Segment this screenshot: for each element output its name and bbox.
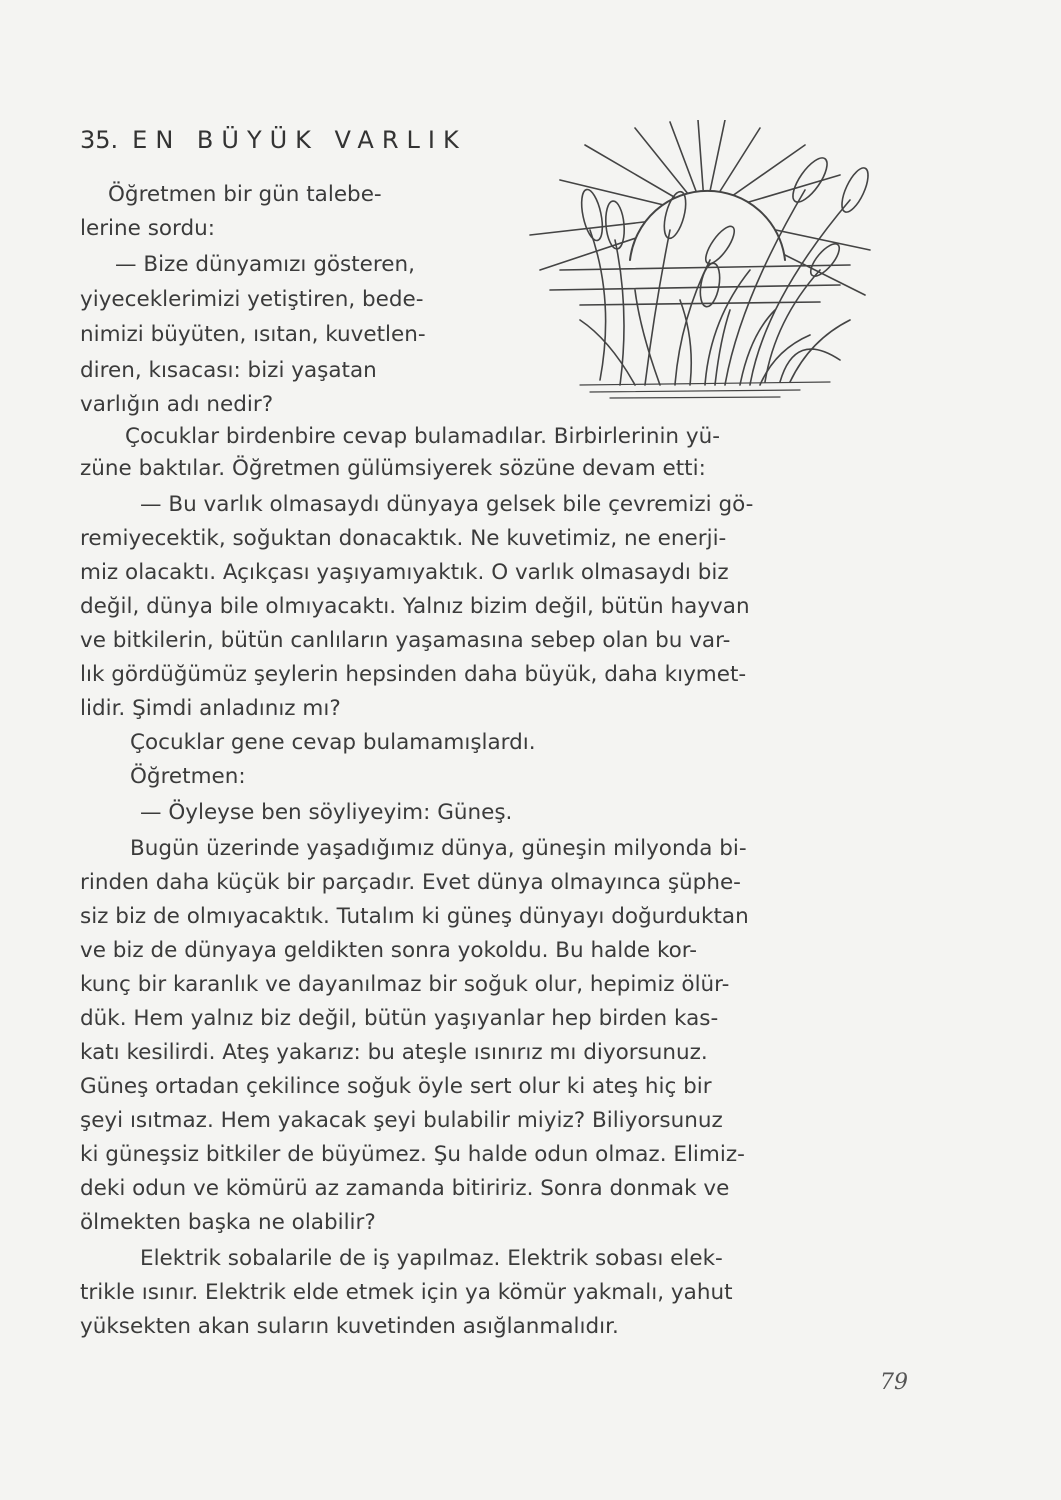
text-line: — Öyleyse ben söyliyeyim: Güneş. <box>140 800 513 825</box>
sun-wheat-illustration-icon <box>520 120 880 410</box>
text-line: Güneş ortadan çekilince soğuk öyle sert olur ki ateş hiç bir <box>80 1074 712 1099</box>
chapter-title <box>80 126 467 154</box>
chapter-title-text: EN BÜYÜK VARLIK <box>132 126 467 154</box>
text-line: değil, dünya bile olmıyacaktı. Yalnız bizim değil, bütün hayvan <box>80 594 750 619</box>
text-line: siz biz de olmıyacaktık. Tutalım ki güneş dünyayı doğurduktan <box>80 904 749 929</box>
text-line: rinden daha küçük bir parçadır. Evet dünya olmayınca şüphe- <box>80 870 741 895</box>
text-line: ölmekten başka ne olabilir? <box>80 1210 376 1235</box>
text-line: Çocuklar gene cevap bulamamışlardı. <box>130 730 536 755</box>
text-line: deki odun ve kömürü az zamanda bitiririz. Sonra donmak ve <box>80 1176 730 1201</box>
text-line: Bugün üzerinde yaşadığımız dünya, güneşin milyonda bi- <box>130 836 747 861</box>
text-line: — Bu varlık olmasaydı dünyaya gelsek bile çevremizi gö- <box>140 492 754 517</box>
text-line: ki güneşsiz bitkiler de büyümez. Şu halde odun olmaz. Elimiz- <box>80 1142 745 1167</box>
text-line: ve bitkilerin, bütün canlıların yaşamasına sebep olan bu var- <box>80 628 731 653</box>
text-line: Öğretmen bir gün talebe- <box>108 182 382 207</box>
text-line: varlığın adı nedir? <box>80 392 274 417</box>
text-line: lerine sordu: <box>80 216 216 241</box>
text-line: kunç bir karanlık ve dayanılmaz bir soğuk olur, hepimiz ölür- <box>80 972 730 997</box>
text-line: — Bize dünyamızı gösteren, <box>115 252 415 277</box>
chapter-number: 35. <box>80 126 119 154</box>
text-line: katı kesilirdi. Ateş yakarız: bu ateşle ısınırız mı diyorsunuz. <box>80 1040 708 1065</box>
text-line: ve biz de dünyaya geldikten sonra yokoldu. Bu halde kor- <box>80 938 698 963</box>
text-line: Çocuklar birdenbire cevap bulamadılar. Birbirlerinin yü- <box>125 424 720 449</box>
text-line: Öğretmen: <box>130 764 246 789</box>
text-line: diren, kısacası: bizi yaşatan <box>80 358 377 383</box>
text-line: lık gördüğümüz şeylerin hepsinden daha büyük, daha kıymet- <box>80 662 747 687</box>
text-line: nimizi büyüten, ısıtan, kuvetlen- <box>80 322 426 347</box>
text-line: dük. Hem yalnız biz değil, bütün yaşıyanlar hep birden kas- <box>80 1006 719 1031</box>
text-line: Elektrik sobalarile de iş yapılmaz. Elektrik sobası elek- <box>140 1246 723 1271</box>
text-line: şeyi ısıtmaz. Hem yakacak şeyi bulabilir miyiz? Biliyorsunuz <box>80 1108 723 1133</box>
text-line: yiyeceklerimizi yetiştiren, bede- <box>80 287 424 312</box>
page-number: 79 <box>880 1370 908 1395</box>
text-line: lidir. Şimdi anladınız mı? <box>80 696 341 721</box>
text-line: yüksekten akan suların kuvetinden asığlanmalıdır. <box>80 1314 619 1339</box>
text-line: trikle ısınır. Elektrik elde etmek için ya kömür yakmalı, yahut <box>80 1280 733 1305</box>
text-line: züne baktılar. Öğretmen gülümsiyerek sözüne devam etti: <box>80 456 706 481</box>
text-line: remiyecektik, soğuktan donacaktık. Ne kuvetimiz, ne enerji- <box>80 526 727 551</box>
text-line: miz olacaktı. Açıkçası yaşıyamıyaktık. O varlık olmasaydı biz <box>80 560 729 585</box>
